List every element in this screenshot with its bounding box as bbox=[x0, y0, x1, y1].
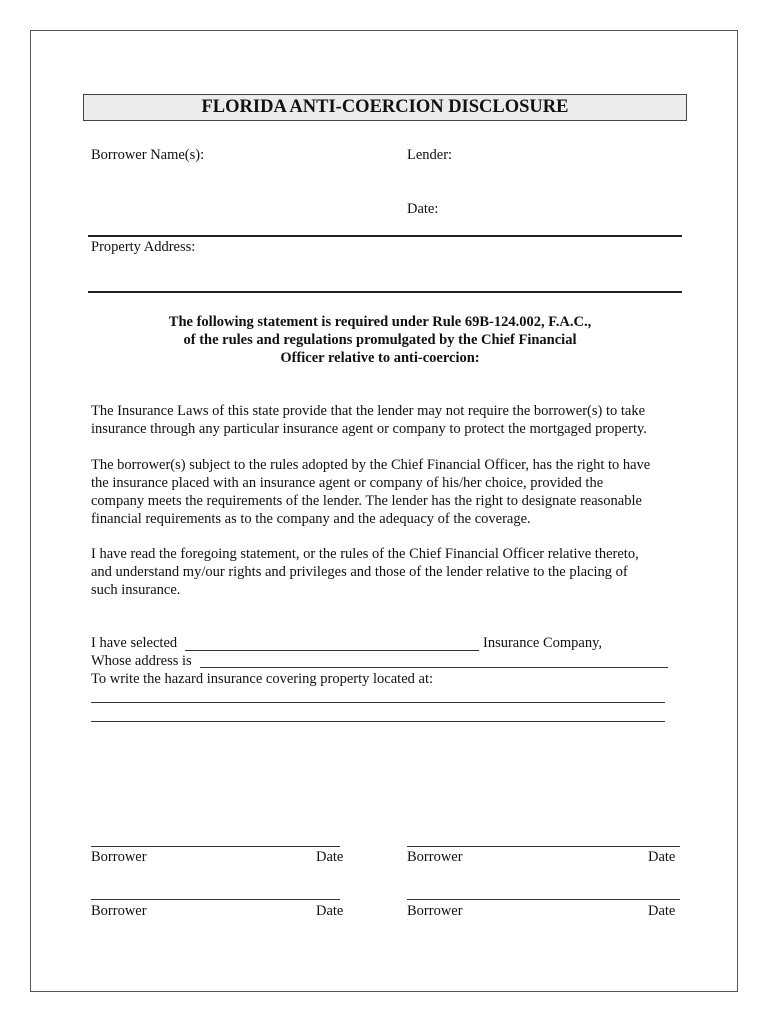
insurance-company-field[interactable] bbox=[185, 650, 479, 651]
property-address-label: Property Address: bbox=[91, 239, 196, 255]
rule-statement-line-3: Officer relative to anti-coercion: bbox=[280, 350, 480, 366]
date-label: Date bbox=[316, 849, 344, 865]
to-write-label: To write the hazard insurance covering property located at: bbox=[91, 671, 434, 687]
borrower-names-label: Borrower Name(s): bbox=[91, 147, 205, 163]
property-location-field-2[interactable] bbox=[91, 721, 665, 722]
whose-address-label: Whose address is bbox=[91, 653, 192, 669]
divider-bottom bbox=[88, 291, 682, 293]
divider-top bbox=[88, 235, 682, 237]
date-label: Date bbox=[316, 903, 344, 919]
date-label: Date bbox=[648, 903, 676, 919]
paragraph-insurance-laws bbox=[91, 402, 691, 438]
paragraph-line: I have read the foregoing statement, or the rules of the Chief Financial Officer relative thereto, bbox=[91, 546, 639, 562]
paragraph-line: insurance through any particular insurance agent or company to protect the mortgaged property. bbox=[91, 421, 647, 437]
paragraph-line: The Insurance Laws of this state provide that the lender may not require the borrower(s) to take bbox=[91, 403, 646, 419]
property-location-field-1[interactable] bbox=[91, 702, 665, 703]
document-title: FLORIDA ANTI-COERCION DISCLOSURE bbox=[83, 94, 687, 121]
borrower-signature-line-4[interactable] bbox=[407, 899, 680, 900]
borrower-signature-line-2[interactable] bbox=[407, 846, 680, 847]
borrower-label: Borrower bbox=[407, 903, 463, 919]
borrower-label: Borrower bbox=[91, 903, 147, 919]
borrower-label: Borrower bbox=[407, 849, 463, 865]
borrower-signature-line-1[interactable] bbox=[91, 846, 340, 847]
paragraph-acknowledgement bbox=[91, 545, 691, 599]
rule-statement-line-1: The following statement is required under Rule 69B-124.002, F.A.C., bbox=[168, 314, 592, 330]
paragraph-line: The borrower(s) subject to the rules adopted by the Chief Financial Officer, has the right to have bbox=[91, 457, 651, 473]
paragraph-line: the insurance placed with an insurance agent or company of his/her choice, provided the bbox=[91, 475, 604, 491]
borrower-signature-line-3[interactable] bbox=[91, 899, 340, 900]
paragraph-line: and understand my/our rights and privileges and those of the lender relative to the placing of bbox=[91, 564, 628, 580]
paragraph-line: such insurance. bbox=[91, 582, 181, 598]
paragraph-line: financial requirements as to the company and the adequacy of the coverage. bbox=[91, 511, 531, 527]
paragraph-borrower-rights bbox=[91, 456, 691, 528]
borrower-label: Borrower bbox=[91, 849, 147, 865]
company-address-field[interactable] bbox=[200, 667, 668, 668]
date-label: Date bbox=[648, 849, 676, 865]
date-label: Date: bbox=[407, 201, 439, 217]
insurance-company-label: Insurance Company, bbox=[483, 635, 603, 651]
lender-label: Lender: bbox=[407, 147, 453, 163]
i-have-selected-label: I have selected bbox=[91, 635, 178, 651]
paragraph-line: company meets the requirements of the lender. The lender has the right to designate reasonable bbox=[91, 493, 642, 509]
rule-statement-line-2: of the rules and regulations promulgated by the Chief Financial bbox=[183, 332, 577, 348]
